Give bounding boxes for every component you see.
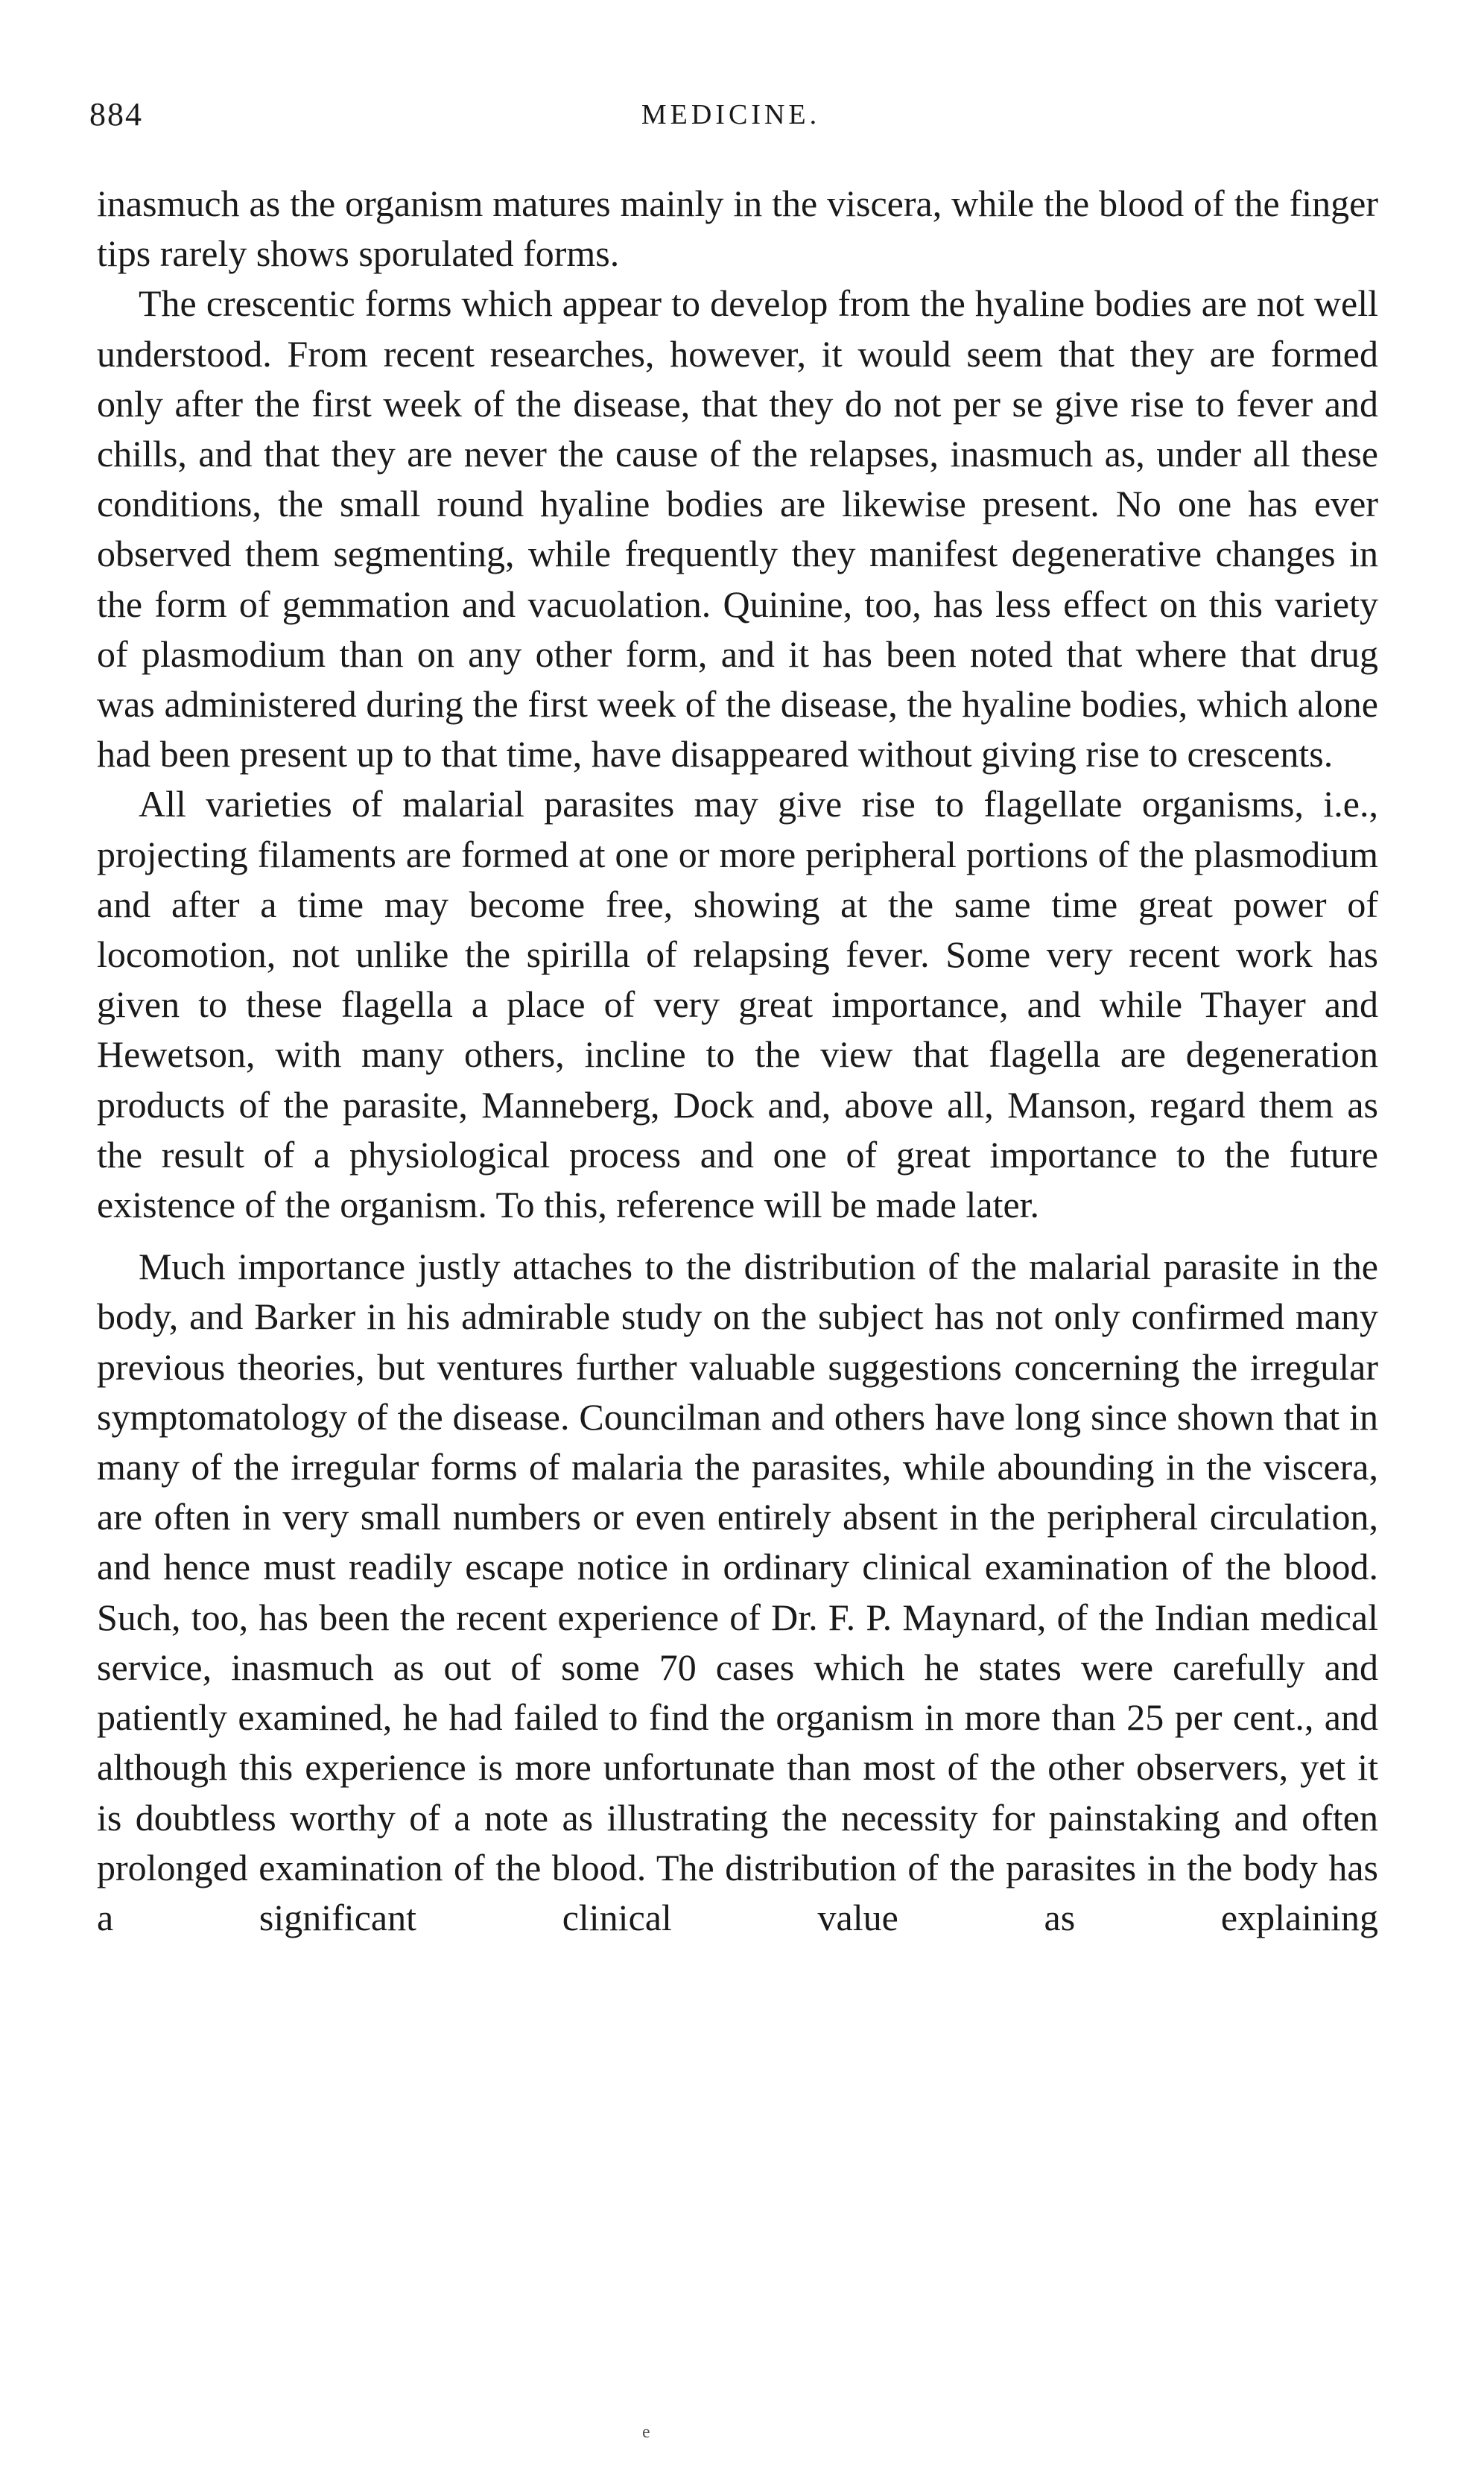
page-number: 884	[89, 96, 143, 133]
paragraph-parasite-distribution: Much importance justly attaches to the distribution of the malarial parasite in the body, and Barker in his admirable study on the subject has not only confirmed many previous theories, but ventures further valuable suggestions concerning the irregular symptomatology of the disease. Councilman and others have long since shown that in many of the irregular forms of malaria the parasites, while abounding in the viscera, are often in very small numbers or even entirely absent in the peripheral circulation, and hence must readily escape notice in ordinary clinical examination of the blood. Such, too, has been the recent experience of Dr. F. P. Maynard, of the Indian medical service, inasmuch as out of some 70 cases which he states were carefully and patiently examined, he had failed to find the organism in more than 25 per cent., and although this experience is more unfortunate than most of the other observers, yet it is doubtless worthy of a note as illustrating the necessity for painstaking and often prolonged examination of the blood. The distribution of the parasites in the body has a significant clinical value as explaining	[97, 1246, 1378, 1938]
running-head	[89, 95, 1372, 140]
paragraph-crescentic-forms: The crescentic forms which appear to develop from the hyaline bodies are not well understood. From recent researches, however, it would seem that they are formed only after the first week of the disease, that they do not per se give rise to fever and chills, and that they are never the cause of the relapses, inasmuch as, under all these conditions, the small round hyaline bodies are likewise present. No one has ever observed them segmenting, while frequently they manifest degenerative changes in the form of gemmation and vacuolation. Quinine, too, has less effect on this variety of plasmodium than on any other form, and it has been noted that where that drug was administered during the first week of the disease, the hyaline bodies, which alone had been present up to that time, have disappeared without giving rise to crescents.	[97, 282, 1378, 775]
paragraph-continued: inasmuch as the organism matures mainly in the viscera, while the blood of the finger tips rarely shows sporulated forms.	[97, 183, 1378, 275]
section-title: MEDICINE.	[641, 99, 821, 130]
paragraph-flagellate-organisms: All varieties of malarial parasites may give rise to flagellate organisms, i.e., projecting filaments are formed at one or more peripheral portions of the plasmodium and after a time may become free, showing at the same time great power of locomotion, not unlike the spirilla of relapsing fever. Some very recent work has given to these flagella a place of very great importance, and while Thayer and Hewetson, with many others, incline to the view that flagella are degeneration products of the parasite, Manneberg, Dock and, above all, Manson, regard them as the result of a physiological process and one of great importance to the future existence of the organism. To this, reference will be made later.	[97, 783, 1378, 1226]
bottom-mark: e	[642, 2423, 650, 2442]
body-text	[97, 179, 1378, 1943]
